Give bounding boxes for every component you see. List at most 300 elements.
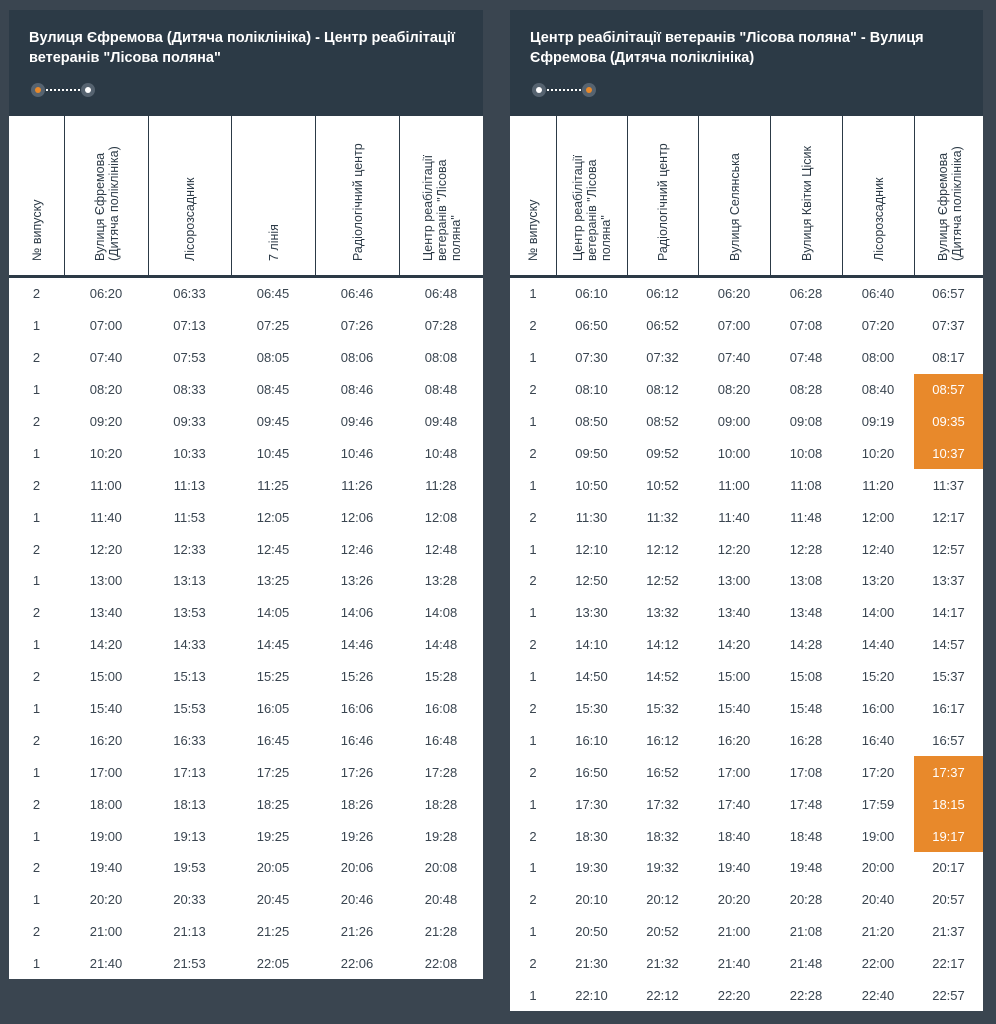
release-number-cell: 1 [32,701,41,717]
time-cell: 10:20 [89,445,123,461]
time-cell: 17:48 [789,796,823,812]
route-title: Центр реабілітації ветеранів "Лісова поляна" - Вулиця Єфремова (Дитяча поліклініка) [530,30,924,66]
time-cell: 09:35 [914,406,983,438]
column-header-label: 7 лінія [266,224,281,261]
route-end-dot-icon [582,83,596,97]
time-cell: 12:50 [575,573,608,589]
time-cell: 20:33 [173,892,206,908]
time-cell: 08:05 [256,350,290,366]
time-cell: 17:20 [861,764,895,780]
time-cell: 09:19 [861,414,895,429]
time-cell: 21:48 [789,956,823,972]
time-cell: 20:40 [861,892,895,908]
time-cell: 12:20 [717,541,751,557]
time-cell: 08:17 [932,350,965,366]
release-number-cell: 2 [529,956,537,972]
time-cell: 06:46 [340,286,374,302]
release-number-cell: 2 [529,764,537,780]
time-cell: 12:40 [861,541,895,557]
time-cell: 07:40 [717,350,751,366]
time-cell: 14:10 [575,637,608,653]
time-cell: 16:48 [424,732,458,748]
release-number-cell: 2 [529,509,537,525]
time-cell: 09:33 [173,414,206,429]
panel-header [9,10,483,116]
time-cell: 18:25 [256,796,290,812]
time-cell: 13:26 [340,573,374,589]
table-row [510,565,983,597]
time-cell: 15:08 [789,669,823,685]
table-row [510,310,983,342]
column-header-label: № випуску [526,199,540,261]
time-cell: 17:13 [173,764,206,780]
time-cell: 11:30 [575,509,608,525]
time-cell: 06:28 [789,286,823,302]
time-cell: 13:25 [256,573,290,589]
release-number-cell: 2 [32,350,41,366]
column-header [627,116,698,277]
release-number-cell: 1 [529,860,537,876]
time-cell: 10:33 [173,445,206,461]
time-cell: 08:50 [575,414,608,429]
column-header-label: Радіологічний центр [350,143,365,261]
time-cell: 20:05 [256,860,290,876]
time-cell: 09:48 [424,414,458,429]
table-row [9,374,483,406]
release-number-cell: 2 [529,828,537,844]
release-number-cell: 1 [529,732,537,748]
time-cell: 09:08 [789,414,823,429]
table-row [510,533,983,565]
release-number-cell: 2 [529,573,537,589]
time-cell: 13:53 [173,605,206,621]
time-cell: 14:06 [340,605,374,621]
time-cell: 07:20 [861,318,895,334]
time-cell: 20:28 [789,892,823,908]
time-cell: 11:08 [790,477,822,493]
time-cell: 17:30 [575,796,608,812]
time-cell: 19:26 [340,828,374,844]
time-cell: 21:37 [932,924,965,940]
table-row [510,374,983,406]
column-header-label: Вулиця Селянська [727,153,742,261]
time-cell: 20:20 [89,892,123,908]
time-cell: 13:30 [575,605,608,621]
time-cell: 14:28 [789,637,823,653]
time-cell: 14:57 [932,637,965,653]
column-header-label: Центр реабілітації ветеранів "Лісова поляна" [420,154,463,261]
time-cell: 08:40 [861,382,895,398]
time-cell: 21:20 [861,924,895,940]
time-cell: 14:50 [575,669,608,685]
time-cell: 15:00 [89,669,123,685]
release-number-cell: 1 [32,956,41,972]
table-row [9,693,483,725]
time-cell: 16:40 [861,732,895,748]
table-row [510,501,983,533]
time-cell: 15:00 [717,669,751,685]
table-row [510,661,983,693]
time-cell: 08:46 [340,382,374,398]
release-number-cell: 2 [32,414,41,429]
time-cell: 16:08 [424,701,458,717]
time-cell: 12:52 [646,573,679,589]
time-cell: 08:08 [424,350,458,366]
time-cell: 11:37 [932,477,965,493]
time-cell: 07:40 [89,350,123,366]
route-end-dot-icon [81,83,95,97]
route-dotted-line [547,89,581,91]
time-cell: 11:40 [90,509,122,525]
time-cell: 17:32 [646,796,679,812]
time-cell: 06:10 [575,286,608,302]
release-number-cell: 1 [32,892,41,908]
column-header-label: Лісорозсадник [182,177,197,261]
time-cell: 13:20 [861,573,895,589]
time-cell: 12:12 [646,541,679,557]
release-number-cell: 1 [32,637,41,653]
time-cell: 08:00 [861,350,895,366]
route-start-dot-icon [31,83,45,97]
column-header [698,116,770,277]
time-cell: 22:17 [932,956,965,972]
table-row [9,756,483,788]
time-cell: 14:48 [424,637,458,653]
release-number-cell: 2 [32,605,41,621]
time-cell: 12:06 [340,509,374,525]
time-cell: 20:46 [340,892,374,908]
column-header [64,116,148,277]
table-row [510,277,983,310]
time-cell: 14:17 [932,605,965,621]
time-cell: 22:00 [861,956,895,972]
timetable [510,116,983,1011]
time-cell: 11:28 [425,477,457,493]
release-number-cell: 2 [32,669,41,685]
time-cell: 21:53 [173,956,206,972]
table-row [9,724,483,756]
time-cell: 11:00 [90,477,122,493]
table-row [9,342,483,374]
column-header [231,116,315,277]
release-number-cell: 1 [529,796,537,812]
time-cell: 14:45 [256,637,290,653]
time-cell: 15:26 [340,669,374,685]
time-cell: 15:40 [89,701,123,717]
table-row [9,533,483,565]
time-cell: 12:45 [256,541,290,557]
column-header [914,116,983,277]
time-cell: 19:13 [173,828,206,844]
time-cell: 07:37 [932,318,965,334]
time-cell: 06:20 [89,286,123,302]
time-cell: 18:28 [424,796,458,812]
time-cell: 13:08 [789,573,823,589]
time-cell: 20:17 [932,860,965,876]
time-cell: 14:08 [424,605,458,621]
release-number-cell: 2 [529,892,537,908]
time-cell: 12:57 [932,541,965,557]
release-number-cell: 2 [32,732,41,748]
table-row [9,916,483,948]
table-row [510,469,983,501]
time-cell: 10:20 [861,445,895,461]
time-cell: 11:20 [862,477,894,493]
time-cell: 18:15 [914,788,983,820]
time-cell: 08:28 [789,382,823,398]
time-cell: 21:08 [789,924,823,940]
time-cell: 21:00 [717,924,751,940]
table-row [9,597,483,629]
time-cell: 19:17 [914,820,983,852]
time-cell: 17:28 [424,764,458,780]
time-cell: 07:28 [424,318,458,334]
route-direction-indicator [532,83,596,97]
release-number-cell: 1 [32,509,41,525]
column-header [556,116,627,277]
time-cell: 12:08 [424,509,458,525]
release-number-cell: 2 [32,796,41,812]
time-cell: 12:05 [256,509,290,525]
time-cell: 09:50 [575,445,608,461]
time-cell: 12:48 [424,541,458,557]
column-header-label: Вулиця Єфремова (Дитяча поліклініка) [92,146,121,261]
table-row [9,661,483,693]
time-cell: 10:52 [646,477,679,493]
time-cell: 13:13 [173,573,206,589]
release-number-cell: 1 [529,605,537,621]
time-cell: 08:48 [424,382,458,398]
time-cell: 11:48 [790,509,822,525]
time-cell: 19:48 [789,860,823,876]
time-cell: 12:46 [340,541,374,557]
time-cell: 07:32 [646,350,679,366]
time-cell: 14:20 [89,637,123,653]
time-cell: 22:06 [340,956,374,972]
time-cell: 18:40 [717,828,751,844]
time-cell: 20:50 [575,924,608,940]
time-cell: 11:32 [646,509,679,525]
time-cell: 13:00 [717,573,751,589]
time-cell: 10:37 [914,437,983,469]
time-cell: 13:32 [646,605,679,621]
time-cell: 22:57 [932,988,965,1004]
time-cell: 22:12 [646,988,679,1004]
release-number-cell: 2 [32,477,41,493]
release-number-cell: 1 [529,350,537,366]
route-title: Вулиця Єфремова (Дитяча поліклініка) - Центр реабілітації ветеранів "Лісова поляна" [29,30,455,66]
time-cell: 09:52 [646,445,679,461]
time-cell: 08:20 [717,382,751,398]
time-cell: 22:28 [789,988,823,1004]
time-cell: 20:06 [340,860,374,876]
release-number-cell: 1 [529,414,537,429]
time-cell: 21:28 [424,924,458,940]
release-number-cell: 1 [529,924,537,940]
time-cell: 19:30 [575,860,608,876]
time-cell: 07:00 [717,318,751,334]
time-cell: 15:20 [861,669,895,685]
time-cell: 17:37 [914,756,983,788]
time-cell: 19:53 [173,860,206,876]
table-row [9,788,483,820]
time-cell: 06:52 [646,318,679,334]
route-start-dot-icon [532,83,546,97]
time-cell: 20:45 [256,892,290,908]
time-cell: 06:50 [575,318,608,334]
time-cell: 22:05 [256,956,290,972]
time-cell: 13:37 [932,573,965,589]
time-cell: 19:32 [646,860,679,876]
time-cell: 11:53 [173,509,206,525]
table-row [9,310,483,342]
time-cell: 15:30 [575,701,608,717]
release-number-cell: 1 [529,541,537,557]
table-row [510,724,983,756]
time-cell: 13:28 [424,573,458,589]
time-cell: 18:48 [789,828,823,844]
time-cell: 14:46 [340,637,374,653]
column-header [510,116,556,277]
time-cell: 17:25 [256,764,290,780]
time-cell: 16:06 [340,701,374,717]
release-number-cell: 1 [529,477,537,493]
time-cell: 09:46 [340,414,374,429]
time-cell: 16:20 [717,732,751,748]
time-cell: 14:33 [173,637,206,653]
time-cell: 20:08 [424,860,458,876]
time-cell: 19:40 [89,860,123,876]
column-header-label: Центр реабілітації ветеранів "Лісова поляна" [570,154,613,261]
time-cell: 19:28 [424,828,458,844]
release-number-cell: 2 [529,637,537,653]
table-row [510,629,983,661]
time-cell: 16:46 [340,732,374,748]
time-cell: 14:12 [646,637,679,653]
time-cell: 15:37 [932,669,965,685]
release-number-cell: 2 [529,445,537,461]
release-number-cell: 2 [32,286,41,302]
time-cell: 12:17 [932,509,965,525]
release-number-cell: 1 [32,828,41,844]
time-cell: 21:32 [646,956,679,972]
time-cell: 19:25 [256,828,290,844]
time-cell: 13:40 [89,605,123,621]
time-cell: 15:48 [789,701,823,717]
column-header-label: Вулиця Квітки Цісик [799,146,814,261]
time-cell: 22:20 [717,988,751,1004]
time-cell: 20:48 [424,892,458,908]
time-cell: 08:57 [914,374,983,406]
time-cell: 08:33 [173,382,206,398]
timetable-header-row [510,116,983,277]
time-cell: 12:10 [575,541,608,557]
time-cell: 14:52 [646,669,679,685]
time-cell: 14:40 [861,637,895,653]
time-cell: 18:13 [173,796,206,812]
table-row [9,884,483,916]
time-cell: 21:00 [89,924,123,940]
time-cell: 20:00 [861,860,895,876]
release-number-cell: 2 [529,701,537,717]
time-cell: 18:00 [89,796,123,812]
time-cell: 16:50 [575,764,608,780]
column-header [770,116,842,277]
time-cell: 10:08 [789,445,823,461]
time-cell: 19:00 [861,828,895,844]
table-row [510,916,983,948]
time-cell: 10:45 [256,445,290,461]
time-cell: 17:59 [861,796,895,812]
table-row [510,788,983,820]
time-cell: 20:20 [717,892,751,908]
time-cell: 16:05 [256,701,290,717]
time-cell: 13:48 [789,605,823,621]
time-cell: 18:30 [575,828,608,844]
time-cell: 17:00 [89,764,123,780]
time-cell: 16:45 [256,732,290,748]
time-cell: 16:12 [646,732,679,748]
route-direction-indicator [31,83,95,97]
table-row [9,948,483,980]
time-cell: 14:05 [256,605,290,621]
time-cell: 16:17 [932,701,965,717]
time-cell: 09:45 [256,414,290,429]
time-cell: 15:13 [173,669,206,685]
time-cell: 09:20 [89,414,123,429]
time-cell: 06:48 [424,286,458,302]
time-cell: 19:40 [717,860,751,876]
release-number-cell: 2 [32,860,41,876]
time-cell: 15:28 [424,669,458,685]
table-row [510,948,983,980]
time-cell: 15:25 [256,669,290,685]
time-cell: 17:00 [717,764,751,780]
time-cell: 08:45 [256,382,290,398]
time-cell: 10:48 [424,445,458,461]
time-cell: 18:32 [646,828,679,844]
timetable-panel-right [510,10,983,1011]
time-cell: 07:25 [256,318,290,334]
timetable-header-row [9,116,483,277]
time-cell: 15:40 [717,701,751,717]
column-header [842,116,914,277]
time-cell: 07:13 [173,318,206,334]
time-cell: 10:50 [575,477,608,493]
time-cell: 08:12 [646,382,679,398]
time-cell: 06:40 [861,286,895,302]
column-header [399,116,483,277]
release-number-cell: 1 [32,764,41,780]
table-row [9,277,483,310]
time-cell: 06:57 [932,286,965,302]
time-cell: 19:00 [89,828,123,844]
time-cell: 13:40 [717,605,751,621]
release-number-cell: 2 [32,541,41,557]
column-header-label: Лісорозсадник [871,177,886,261]
table-row [510,756,983,788]
release-number-cell: 1 [529,669,537,685]
time-cell: 21:40 [717,956,751,972]
time-cell: 20:52 [646,924,679,940]
time-cell: 16:00 [861,701,895,717]
release-number-cell: 2 [32,924,41,940]
table-row [9,501,483,533]
time-cell: 22:10 [575,988,608,1004]
time-cell: 10:00 [717,445,751,461]
column-header [9,116,64,277]
time-cell: 18:26 [340,796,374,812]
